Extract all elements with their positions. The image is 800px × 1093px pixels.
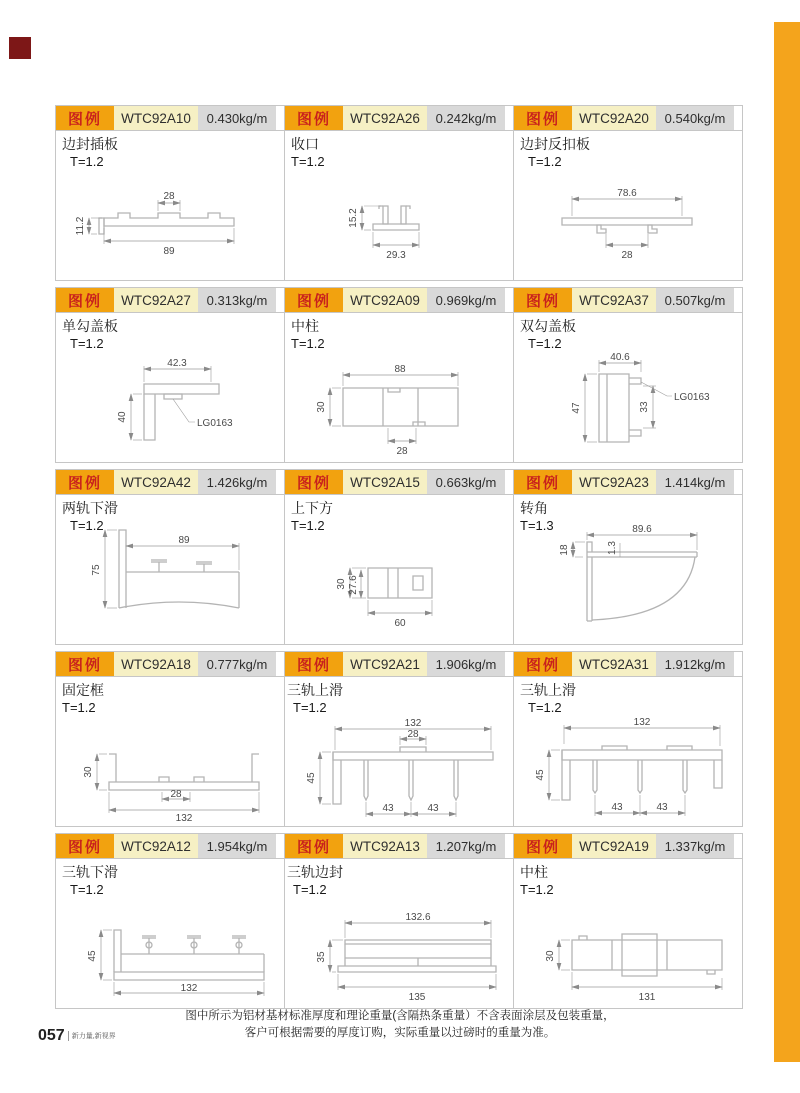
legend-badge: 图例: [56, 470, 114, 494]
wall-thickness: T=1.2: [291, 154, 325, 169]
unit-weight: 0.507kg/m: [656, 288, 734, 312]
profile-drawing: [517, 892, 737, 1004]
legend-badge: 图例: [285, 106, 343, 130]
cell-header: [514, 106, 742, 131]
product-name: 两轨下滑: [62, 500, 118, 516]
product-code: WTC92A13: [343, 834, 427, 858]
product-name: 边封插板: [62, 136, 118, 152]
dimension-label: 45: [535, 769, 546, 781]
product-code: WTC92A15: [343, 470, 427, 494]
product-code: WTC92A10: [114, 106, 198, 130]
cell-header: [56, 470, 284, 495]
wall-thickness: T=1.2: [70, 154, 104, 169]
dimension-label: 131: [638, 992, 656, 1003]
cell-header: [56, 288, 284, 313]
product-name: 边封反扣板: [520, 136, 590, 152]
legend-badge: 图例: [514, 288, 572, 312]
product-name: 固定框: [62, 682, 104, 698]
dimension-label: 42.3: [167, 358, 187, 369]
profile-cell: [513, 105, 743, 281]
profile-drawing: [288, 528, 508, 640]
wall-thickness: T=1.2: [291, 336, 325, 351]
dimension-label: 18: [559, 544, 570, 556]
wall-thickness: T=1.2: [62, 700, 96, 715]
dimension-label: 28: [621, 250, 633, 261]
product-code: WTC92A37: [572, 288, 656, 312]
product-code: WTC92A42: [114, 470, 198, 494]
unit-weight: 0.242kg/m: [427, 106, 505, 130]
profile-drawing: [288, 164, 508, 276]
product-code: WTC92A23: [572, 470, 656, 494]
dimension-label: 135: [408, 992, 426, 1003]
footer-note-line2: 客户可根据需要的厚度订购，实际重量以过磅时的重量为准。: [244, 1027, 556, 1039]
unit-weight: 1.426kg/m: [198, 470, 276, 494]
product-code: WTC92A27: [114, 288, 198, 312]
product-name: 转角: [520, 500, 548, 516]
unit-weight: 1.954kg/m: [198, 834, 276, 858]
dimension-label: 1.3: [607, 541, 618, 555]
grid-row: [55, 287, 747, 463]
dimension-label: 28: [170, 789, 182, 800]
dimension-label: 40.6: [610, 352, 630, 363]
unit-weight: 0.663kg/m: [427, 470, 505, 494]
legend-badge: 图例: [56, 288, 114, 312]
product-name: 收口: [291, 136, 319, 152]
dimension-label: 132: [633, 717, 651, 728]
part-note-label: LG0163: [674, 392, 710, 403]
product-name: 三轨上滑: [520, 682, 576, 698]
profile-drawing: [517, 516, 737, 628]
unit-weight: 1.912kg/m: [656, 652, 734, 676]
dimension-label: 27.6: [348, 575, 359, 595]
dimension-label: 28: [407, 729, 419, 740]
cell-header: [514, 834, 742, 859]
dimension-label: 30: [83, 766, 94, 778]
dimension-label: 89: [178, 535, 190, 546]
profile-cell: [284, 287, 514, 463]
profile-cell: [284, 469, 514, 645]
unit-weight: 1.414kg/m: [656, 470, 734, 494]
profile-drawing: [517, 346, 737, 458]
wall-thickness: T=1.2: [293, 700, 327, 715]
product-name: 双勾盖板: [520, 318, 576, 334]
unit-weight: 0.313kg/m: [198, 288, 276, 312]
legend-badge: 图例: [285, 652, 343, 676]
legend-badge: 图例: [514, 652, 572, 676]
cell-header: [56, 834, 284, 859]
wall-thickness: T=1.2: [70, 518, 104, 533]
dimension-label: 45: [87, 950, 98, 962]
unit-weight: 1.337kg/m: [656, 834, 734, 858]
profile-drawing: [59, 710, 279, 822]
page-number-block: [38, 1027, 116, 1045]
footer-note-line1: 图中所示为铝材基材标准厚度和理论重量(含隔热条重量）不含表面涂层及包装重量，: [185, 1010, 615, 1022]
legend-badge: 图例: [285, 470, 343, 494]
dimension-label: 40: [117, 411, 128, 423]
product-code: WTC92A18: [114, 652, 198, 676]
legend-badge: 图例: [285, 288, 343, 312]
dimension-label: 30: [545, 950, 556, 962]
brand-mark: [9, 37, 31, 59]
page-tagline: 新力量,新视界: [68, 1031, 116, 1041]
profile-drawing: [517, 164, 737, 276]
legend-badge: 图例: [56, 652, 114, 676]
product-code: WTC92A12: [114, 834, 198, 858]
cell-header: [56, 652, 284, 677]
profile-cell: [55, 651, 285, 827]
profile-drawing: [288, 892, 508, 1004]
wall-thickness: T=1.2: [520, 882, 554, 897]
cell-header: [285, 470, 513, 495]
dimension-label: 88: [394, 364, 406, 375]
dimension-label: 132: [404, 718, 422, 729]
dimension-label: 132.6: [405, 912, 431, 923]
profile-cell: [284, 651, 514, 827]
dimension-label: 30: [336, 578, 347, 590]
profile-cell: [55, 833, 285, 1009]
wall-thickness: T=1.2: [70, 336, 104, 351]
dimension-label: 30: [316, 401, 327, 413]
cell-header: [285, 652, 513, 677]
unit-weight: 1.906kg/m: [427, 652, 505, 676]
cell-header: [56, 106, 284, 131]
profile-drawing: [288, 346, 508, 458]
product-name: 三轨边封: [287, 864, 343, 880]
legend-badge: 图例: [56, 106, 114, 130]
wall-thickness: T=1.2: [528, 700, 562, 715]
dimension-label: 132: [175, 813, 193, 822]
profile-drawing: [59, 164, 279, 276]
profile-drawing: [59, 346, 279, 458]
cell-header: [285, 288, 513, 313]
dimension-label: 29.3: [386, 250, 406, 261]
product-code: WTC92A19: [572, 834, 656, 858]
dimension-label: 43: [656, 802, 668, 813]
legend-badge: 图例: [285, 834, 343, 858]
grid-row: [55, 833, 747, 1009]
dimension-label: 28: [163, 191, 175, 202]
product-code: WTC92A20: [572, 106, 656, 130]
grid-row: [55, 651, 747, 827]
cell-header: [514, 288, 742, 313]
dimension-label: 60: [394, 618, 406, 629]
profile-cell: [55, 287, 285, 463]
cell-header: [514, 470, 742, 495]
profile-cell: [284, 105, 514, 281]
legend-badge: 图例: [56, 834, 114, 858]
legend-badge: 图例: [514, 834, 572, 858]
unit-weight: 0.969kg/m: [427, 288, 505, 312]
grid-row: [55, 469, 747, 645]
wall-thickness: T=1.2: [528, 154, 562, 169]
dimension-label: 45: [306, 772, 317, 784]
product-code: WTC92A21: [343, 652, 427, 676]
profile-drawing: [517, 710, 737, 822]
product-name: 三轨下滑: [62, 864, 118, 880]
dimension-label: 132: [180, 983, 198, 994]
profile-cell: [513, 833, 743, 1009]
wall-thickness: T=1.3: [520, 518, 554, 533]
product-name: 中柱: [291, 318, 319, 334]
product-name: 中柱: [520, 864, 548, 880]
cell-header: [285, 834, 513, 859]
unit-weight: 0.540kg/m: [656, 106, 734, 130]
product-code: WTC92A31: [572, 652, 656, 676]
profile-drawing: [59, 892, 279, 1004]
profile-cell: [284, 833, 514, 1009]
product-code: WTC92A26: [343, 106, 427, 130]
profile-drawing: [59, 516, 279, 628]
legend-badge: 图例: [514, 470, 572, 494]
dimension-label: 15.2: [348, 208, 359, 228]
profile-cell: [55, 105, 285, 281]
dimension-label: 33: [639, 401, 650, 413]
dimension-label: 35: [316, 951, 327, 963]
dimension-label: 89.6: [632, 524, 652, 535]
wall-thickness: T=1.2: [70, 882, 104, 897]
unit-weight: 0.430kg/m: [198, 106, 276, 130]
profile-cell: [513, 287, 743, 463]
dimension-label: 89: [163, 246, 175, 257]
legend-badge: 图例: [514, 106, 572, 130]
product-name: 上下方: [291, 500, 333, 516]
profile-drawing: [288, 710, 508, 822]
wall-thickness: T=1.2: [528, 336, 562, 351]
page-number: 057: [38, 1027, 65, 1044]
profile-cell: [513, 651, 743, 827]
dimension-label: 47: [571, 402, 582, 414]
profile-grid: [55, 105, 747, 1015]
footer-note: [0, 1008, 800, 1042]
product-code: WTC92A09: [343, 288, 427, 312]
dimension-label: 28: [396, 446, 408, 457]
profile-cell: [55, 469, 285, 645]
dimension-label: 43: [427, 803, 439, 814]
product-name: 三轨上滑: [287, 682, 343, 698]
page-edge-band: [774, 22, 800, 1062]
cell-header: [514, 652, 742, 677]
wall-thickness: T=1.2: [291, 518, 325, 533]
product-name: 单勾盖板: [62, 318, 118, 334]
part-note-label: LG0163: [197, 418, 233, 429]
dimension-label: 43: [382, 803, 394, 814]
grid-row: [55, 105, 747, 281]
wall-thickness: T=1.2: [293, 882, 327, 897]
dimension-label: 75: [91, 564, 102, 576]
unit-weight: 1.207kg/m: [427, 834, 505, 858]
cell-header: [285, 106, 513, 131]
unit-weight: 0.777kg/m: [198, 652, 276, 676]
dimension-label: 78.6: [617, 188, 637, 199]
dimension-label: 43: [611, 802, 623, 813]
profile-cell: [513, 469, 743, 645]
dimension-label: 11.2: [75, 216, 86, 236]
